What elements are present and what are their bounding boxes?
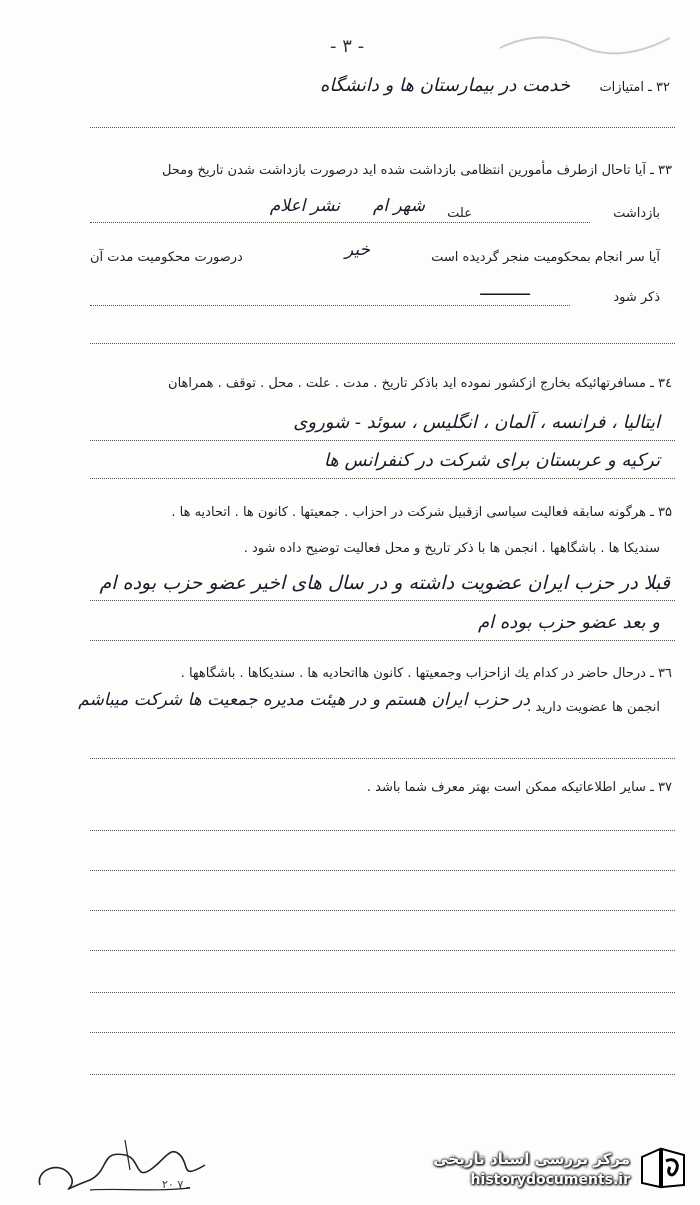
- q37-dotted-line-3: [90, 910, 675, 911]
- q34-dotted-line-2: [90, 478, 675, 479]
- q33-answer-sentence: خیر: [344, 240, 370, 260]
- q33-answer-detention: شهر ام: [372, 196, 425, 216]
- q37-dotted-line-4: [90, 950, 675, 951]
- handwritten-signature: [30, 1130, 220, 1200]
- q35-answer2: و بعد عضو حزب بوده ام: [478, 612, 660, 633]
- q33-line1: ۳۳ ـ آیا تاحال ازطرف مأمورین انتظامی بازداشت شده اید درصورت بازداشت شدن تاریخ ومحل: [161, 163, 672, 178]
- q35-answer1: قبلا در حزب ایران عضویت داشته و در سال های اخیر عضو حزب بوده ام: [99, 572, 670, 594]
- archive-logo-icon: [636, 1143, 690, 1193]
- q33-label-detention: بازداشت: [613, 206, 660, 221]
- q34-dotted-line-1: [90, 440, 675, 441]
- q33-line3b: درصورت محکومیت مدت آن: [90, 250, 243, 265]
- q37-dotted-line-5: [90, 992, 675, 993]
- q32-answer: خدمت در بیمارستان ها و دانشگاه: [319, 75, 570, 96]
- stamp-url: historydocuments.ir: [470, 1172, 630, 1188]
- q37-dotted-line-6: [90, 1032, 675, 1033]
- q34-line1: ۳٤ ـ مسافرتهائیکه بخارج ازکشور نموده اید باذکر تاریخ . مدت . علت . محل . توقف . همراهان: [168, 376, 672, 391]
- q34-answer2: ترکیه و عربستان برای شرکت در کنفرانس ها: [323, 450, 660, 471]
- q33-line3a: آیا سر انجام بمحکومیت منجر گردیده است: [431, 250, 660, 265]
- q37-line1: ۳۷ ـ سایر اطلاعاتیکه ممکن است بهتر معرف شما باشد .: [366, 780, 672, 795]
- q35-line1: ۳۵ ـ هرگونه سابقه فعالیت سیاسی ازقبیل شرکت در احزاب . جمعیتها . کانون ها . اتحادیه ها .: [171, 505, 672, 520]
- stamp-title: مرکز بررسی اسناد تاریخی: [433, 1150, 630, 1168]
- q36-line2: انجمن ها عضویت دارید .: [527, 700, 660, 715]
- page-number: - ۳ -: [330, 36, 365, 57]
- q36-dotted-line: [90, 758, 675, 759]
- faint-bleedthrough-mark: [480, 18, 680, 58]
- q35-dotted-line-2: [90, 640, 675, 641]
- signature-date: ۲۰ ـ ۷: [162, 1178, 190, 1191]
- q35-dotted-line-1: [90, 600, 675, 601]
- q37-dotted-line-2: [90, 870, 675, 871]
- q32-dotted-line: [90, 127, 675, 128]
- q34-answer1: ایتالیا ، فرانسه ، آلمان ، انگلیس ، سوئد - شوروی: [293, 412, 660, 433]
- q36-answer: در حزب ایران هستم و در هیئت مدیره جمعیت ها شرکت میباشم: [78, 690, 530, 710]
- q33-answer-reason: نشر اعلام: [269, 196, 340, 216]
- q33-label-reason: علت: [447, 206, 472, 221]
- q37-dotted-line-7: [90, 1074, 675, 1075]
- q37-dotted-line-1: [90, 830, 675, 831]
- q33-line4: ذکر شود: [613, 290, 660, 305]
- q32-label: ۳۲ ـ امتیازات: [599, 80, 670, 95]
- q33-dotted-line-2: [90, 305, 570, 306]
- q36-line1: ۳٦ ـ درحال حاضر در کدام یك ازاحزاب وجمعیتها . کانون هااتحادیه ها . سندیکاها . باشگاهها .: [180, 666, 672, 681]
- q33-dotted-line-1: [90, 222, 590, 223]
- q33-answer-duration: ــــــــــ: [480, 280, 530, 300]
- q35-line2: سندیکا ها . باشگاهها . انجمن ها با ذکر تاریخ و محل فعالیت توضیح داده شود .: [243, 541, 660, 556]
- q33-dotted-line-3: [90, 343, 675, 344]
